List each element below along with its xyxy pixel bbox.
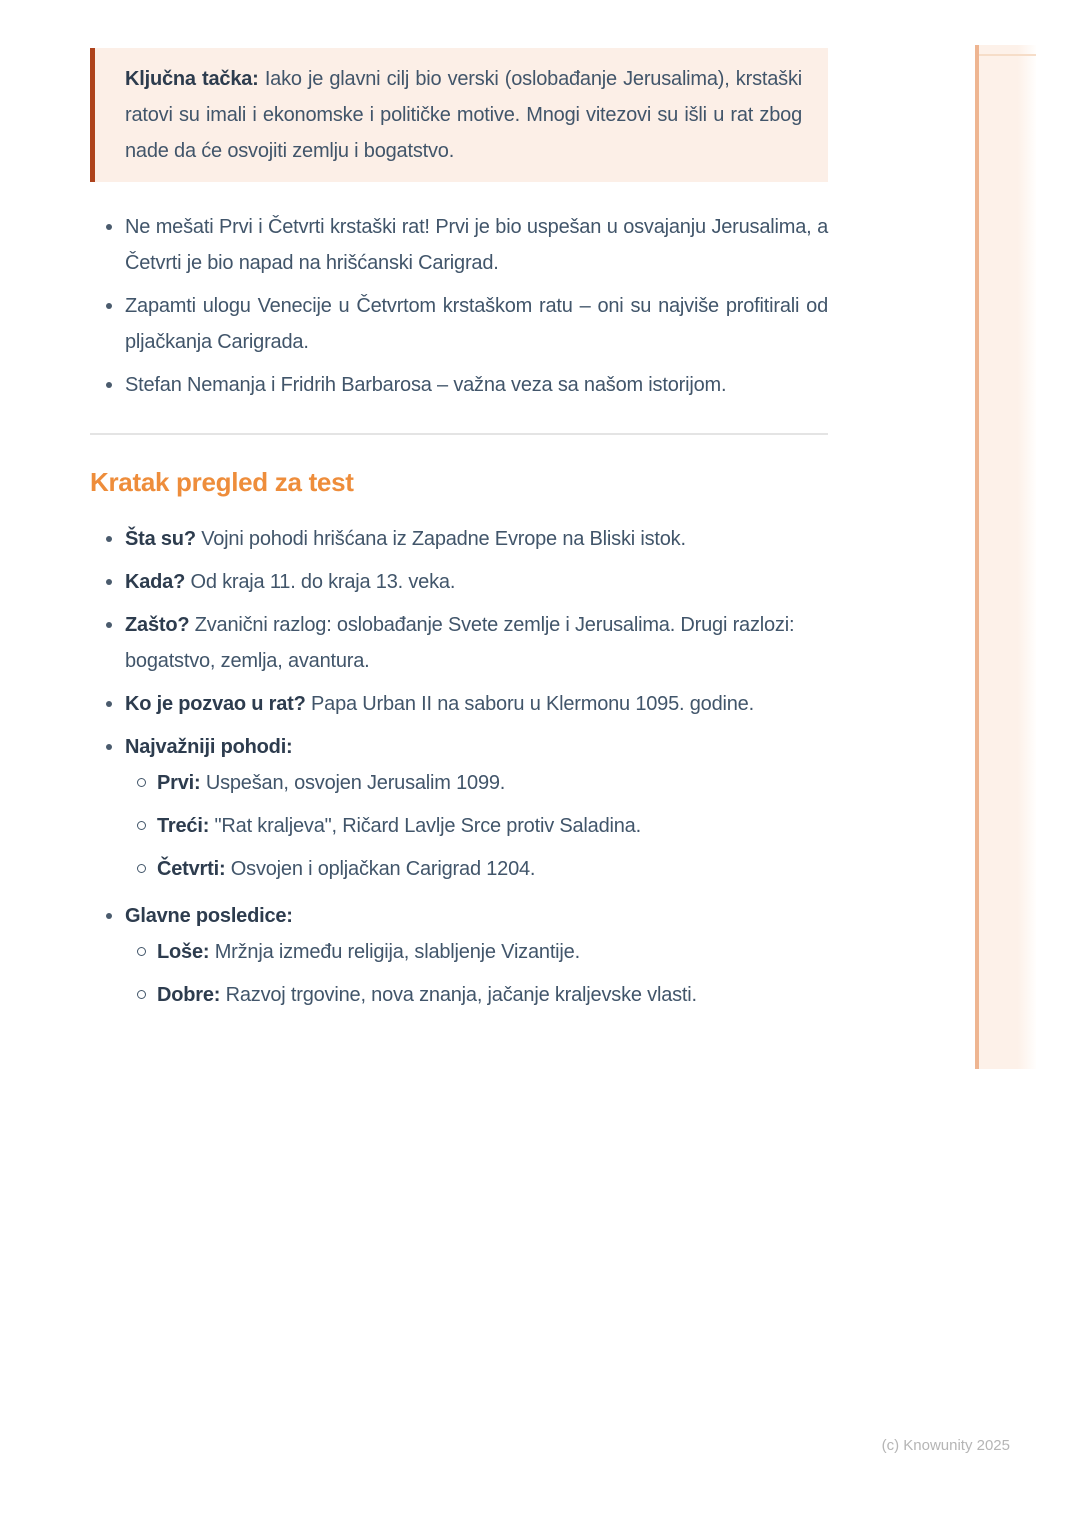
overview-subitem [125, 977, 828, 1013]
page-content [90, 48, 828, 1024]
overview-item [90, 898, 828, 1013]
overview-item [90, 686, 828, 722]
overview-list [90, 521, 828, 1013]
next-page-strip [975, 45, 1036, 1069]
overview-item [90, 607, 828, 679]
subitem-text: Mržnja između religija, slabljenje Vizantije. [214, 941, 580, 963]
subitem-lead: Četvrti: [157, 858, 226, 880]
overview-subitem [125, 765, 828, 801]
overview-item [90, 729, 828, 887]
section-divider [90, 433, 828, 435]
note-text: Ne mešati Prvi i Četvrti krstaški rat! Prvi je bio uspešan u osvajanju Jerusalima, a Četvrti je bio napad na hrišćanski Carigrad. [125, 216, 828, 274]
subitem-text: Razvoj trgovine, nova znanja, jačanje kraljevske vlasti. [225, 984, 697, 1006]
subitem-text: Uspešan, osvojen Jerusalim 1099. [205, 772, 506, 794]
item-lead: Glavne posledice: [125, 905, 293, 927]
item-lead: Najvažniji pohodi: [125, 736, 293, 758]
copyright-footer: (c) Knowunity 2025 [881, 1437, 1010, 1454]
note-text: Zapamti ulogu Venecije u Četvrtom krstaškom ratu – oni su najviše profitirali od pljačkanja Carigrada. [125, 295, 828, 353]
note-item [90, 288, 828, 360]
item-text: Papa Urban II na saboru u Klermonu 1095. godine. [311, 693, 754, 715]
key-point-lead: Ključna tačka: [125, 68, 259, 90]
item-lead: Šta su? [125, 528, 196, 550]
subitem-text: "Rat kraljeva", Ričard Lavlje Srce protiv Saladina. [214, 815, 641, 837]
note-item [90, 367, 828, 403]
key-point-callout [90, 48, 828, 182]
overview-subitem [125, 808, 828, 844]
overview-subitem [125, 851, 828, 887]
subitem-lead: Loše: [157, 941, 210, 963]
sub-list [125, 934, 828, 1013]
subitem-lead: Prvi: [157, 772, 201, 794]
notes-list [90, 209, 828, 403]
item-text: Zvanični razlog: oslobađanje Svete zemlje i Jerusalima. Drugi razlozi: bogatstvo, zemlja, avantura. [125, 614, 795, 672]
overview-item [90, 564, 828, 600]
item-lead: Kada? [125, 571, 186, 593]
item-text: Vojni pohodi hrišćana iz Zapadne Evrope na Bliski istok. [201, 528, 686, 550]
item-lead: Ko je pozvao u rat? [125, 693, 306, 715]
sub-list [125, 765, 828, 887]
overview-item [90, 521, 828, 557]
note-text: Stefan Nemanja i Fridrih Barbarosa – važna veza sa našom istorijom. [125, 374, 727, 396]
subitem-text: Osvojen i opljačkan Carigrad 1204. [230, 858, 536, 880]
subitem-lead: Dobre: [157, 984, 221, 1006]
subitem-lead: Treći: [157, 815, 210, 837]
key-point-body: Iako je glavni cilj bio verski (oslobađanje Jerusalima), krstaški ratovi su imali i ekonomske i političke motive. Mnogi vitezovi su išli u rat zbog nade da će osvojiti zemlju i bogatstvo. [125, 68, 802, 162]
key-point-text [125, 61, 802, 169]
note-item [90, 209, 828, 281]
item-text: Od kraja 11. do kraja 13. veka. [190, 571, 456, 593]
overview-subitem [125, 934, 828, 970]
item-lead: Zašto? [125, 614, 190, 636]
section-title: Kratak pregled za test [90, 467, 354, 497]
